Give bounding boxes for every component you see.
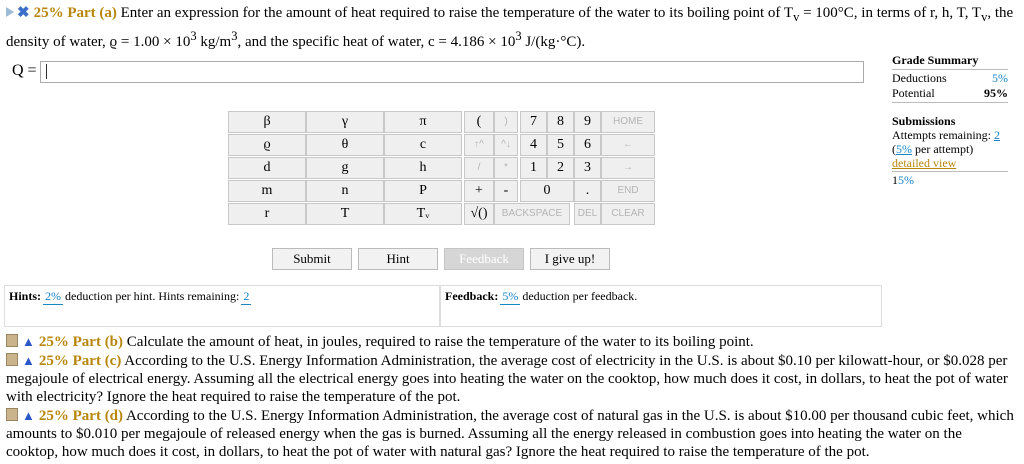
warning-icon: ▲ [22,334,35,349]
decimal-key[interactable]: . [574,180,601,202]
part-b [6,333,1016,351]
potential-label: Potential [892,86,935,100]
hint-button[interactable]: Hint [358,248,438,270]
keypad-var-key[interactable]: T [306,203,384,225]
keypad-var-key[interactable]: γ [306,111,384,133]
grade-summary [892,53,1008,104]
submit-button[interactable]: Submit [272,248,352,270]
part-a-prompt [6,4,1016,52]
keypad-op-key[interactable]: ↑^ [464,134,494,156]
part-c-text: According to the U.S. Energy Information Administration, the average cost of electricity in the U.S. is about $0.10 per kilowatt-hour, or $0.028 per megajoule of electrical energy. Assuming all the electrical energy goes into heating the water on the cooktop, how much does it cost, in dollars, to heat the pot of water with electricity? Ignore the heat required to raise the temperature of the pot. [6,353,1008,405]
keypad-op-key[interactable]: ( [464,111,494,133]
keypad-nav-key[interactable]: ← [601,134,655,156]
keypad-var-key[interactable]: c [384,134,462,156]
expand-file-icon[interactable] [6,334,18,347]
submission-row-percent: 5% [898,173,914,187]
keypad-op-key[interactable]: ^↓ [494,134,518,156]
submission-row-number: 1 [892,173,898,187]
feedback-label: Feedback: [445,289,499,303]
backspace-key[interactable]: BACKSPACE [494,203,570,225]
text-caret [46,64,47,79]
attempts-value: 2 [993,128,1000,142]
exponent: 3 [231,29,238,43]
feedback-button[interactable]: Feedback [444,248,524,270]
keypad-var-key[interactable]: r [228,203,306,225]
clear-key[interactable]: CLEAR [601,203,655,225]
digit-0-key[interactable]: 0 [520,180,574,202]
keypad-op-key[interactable]: + [464,180,494,202]
keypad-digit-key[interactable]: 1 [520,157,547,179]
answer-label: Q = [12,62,37,79]
keypad-op-key[interactable]: ) [494,111,518,133]
part-a-text: Enter an expression for the amount of heat required to raise the temperature of the water to its boiling point of T [120,5,794,21]
part-a-percent: 25% [33,5,64,21]
expand-triangle-icon[interactable] [6,7,14,17]
subscript-v: v [981,10,988,24]
paren: ( [892,142,896,156]
part-a-text-end3: , and the specific heat of water, c = 4.186 × 10 [237,34,516,50]
feedback-text: deduction per feedback. [522,289,638,303]
keypad-var-key[interactable]: Tᵥ [384,203,462,225]
hints-percent: 2% [45,289,62,303]
part-a-text-end: , the density of water, ϱ = 1.00 × 10 [6,5,1014,50]
expand-file-icon[interactable] [6,408,18,421]
keypad-var-key[interactable]: n [306,180,384,202]
keypad-op-key[interactable]: * [494,157,518,179]
exponent: 3 [190,29,197,43]
keypad-digit-key[interactable]: 3 [574,157,601,179]
hints-label: Hints: [9,289,42,303]
keypad-var-key[interactable]: π [384,111,462,133]
part-b-percent: 25% [38,334,69,350]
keypad-var-key[interactable]: m [228,180,306,202]
part-d [6,407,1016,461]
part-a-text-end4: J/(kg·°C). [521,34,586,50]
keypad-nav-key[interactable]: HOME [601,111,655,133]
part-c [6,352,1016,406]
feedback-percent: 5% [502,289,519,303]
potential-value: 95% [984,86,1008,100]
per-attempt-text: per attempt) [915,142,974,156]
submissions-title: Submissions [892,114,956,128]
part-b-label: Part (b) [72,334,124,350]
keypad-var-key[interactable]: g [306,157,384,179]
keypad-digit-key[interactable]: 9 [574,111,601,133]
detailed-view-link[interactable]: detailed view [892,156,957,170]
part-a-text-end2: kg/m [196,34,232,50]
deductions-label: Deductions [892,71,947,85]
attempts-label: Attempts remaining: [892,128,991,142]
keypad-digit-key[interactable]: 8 [547,111,574,133]
sqrt-key[interactable]: √() [464,203,494,225]
hints-remaining: 2 [243,289,250,303]
part-c-percent: 25% [38,353,69,369]
keypad-digit-key[interactable]: 5 [547,134,574,156]
hints-panel [4,285,440,327]
keypad-var-key[interactable]: d [228,157,306,179]
part-d-text: According to the U.S. Energy Information Administration, the average cost of natural gas in the U.S. is about $10.00 per thousand cubic feet, which amounts to $0.010 per megajoule of released energy when the gas is burned. Assuming all the energy released in combustion goes into heating the water on the cooktop, how much does it cost, in dollars, to heat the pot of water with natural gas? Ignore the heat required to raise the temperature of the pot. [6,408,1014,460]
keypad-var-key[interactable]: P [384,180,462,202]
warning-icon: ▲ [22,353,35,368]
keypad-var-key[interactable]: ϱ [228,134,306,156]
keypad-nav-key[interactable]: → [601,157,655,179]
end-key[interactable]: END [601,180,655,202]
keypad-var-key[interactable]: β [228,111,306,133]
part-a-text-mid: = 100°C, in terms of r, h, T, T [799,5,982,21]
del-key[interactable]: DEL [574,203,601,225]
keypad-var-key[interactable]: θ [306,134,384,156]
grade-summary-title: Grade Summary [892,53,979,67]
keypad-digit-key[interactable]: 2 [547,157,574,179]
subscript-v: v [793,10,800,24]
exponent: 3 [515,29,522,43]
part-d-percent: 25% [38,408,69,424]
warning-icon: ▲ [22,408,35,423]
keypad-var-key[interactable]: h [384,157,462,179]
answer-input[interactable] [40,61,864,83]
per-attempt-percent: 5% [896,142,912,156]
part-b-text: Calculate the amount of heat, in joules, required to raise the temperature of the water to its boiling point. [126,334,754,350]
keypad-digit-key[interactable]: 4 [520,134,547,156]
keypad-digit-key[interactable]: 6 [574,134,601,156]
incorrect-x-icon: ✖ [17,5,30,21]
keypad-digit-key[interactable]: 7 [520,111,547,133]
deductions-value: 5% [992,71,1008,85]
feedback-panel [440,285,882,327]
give-up-button[interactable]: I give up! [530,248,610,270]
keypad-op-key[interactable]: - [494,180,518,202]
hints-text: deduction per hint. Hints remaining: [65,289,240,303]
part-a-label: Part (a) [67,5,117,21]
part-d-label: Part (d) [72,408,124,424]
keypad-op-key[interactable]: / [464,157,494,179]
part-c-label: Part (c) [72,353,122,369]
expand-file-icon[interactable] [6,353,18,366]
submissions-panel [892,114,1008,187]
